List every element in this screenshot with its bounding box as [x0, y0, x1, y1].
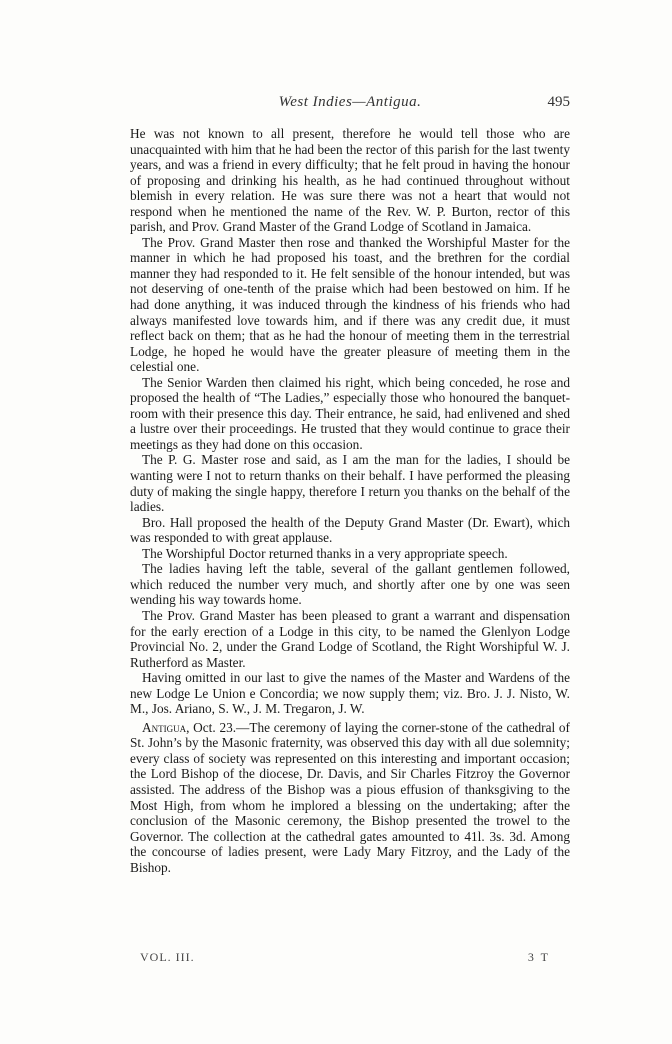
article-body — [130, 126, 570, 875]
paragraph: The Prov. Grand Master then rose and thanked the Worshipful Master for the manner in which he had proposed his toast, and the brethren for the cordial manner they had responded to it. He felt sensible of the honour intended, but was not deserving of one-tenth of the praise which had been bestowed on him. If he had done anything, it was induced through the kindness of his friends who had always manifested love towards him, and if there was any credit due, it must reflect back on them; that as he had the honour of meeting them in the terrestrial Lodge, he hoped he would have the greater pleasure of meeting them in the celestial one. — [130, 234, 570, 375]
antigua-paragraph — [130, 720, 570, 875]
antigua-text: , Oct. 23.—The ceremony of laying the corner-stone of the cathedral of St. John’s by the Masonic fraternity, was observed this day with all due solemnity; every class of society was represented on this interesting and important occasion; the Lord Bishop of the diocese, Dr. Davis, and Sir Charles Fitzroy the Governor assisted. The address of the Bishop was a pious effusion of thanksgiving to the Most High, from whom he implored a blessing on the undertaking; after the conclusion of the Masonic ceremony, the Bishop presented the trowel to the Governor. The collection at the cathedral gates amounted to 41l. 3s. 3d. Among the concourse of ladies present, were Lady Mary Fitzroy, and the Lady of the Bishop. — [130, 719, 570, 875]
running-title: West Indies—Antigua. — [278, 94, 422, 110]
paragraph: He was not known to all present, therefore he would tell those who are unacquainted with him that he had been the rector of this parish for the last twenty years, and was a friend in every difficulty; that he felt proud in having the honour of proposing and drinking his health, as he had continued throughout without blemish in every relation. He was sure there was not a heart that would not respond when he mentioned the name of the Rev. W. P. Burton, rector of this parish, and Prov. Grand Master of the Grand Lodge of Scotland in Jamaica. — [130, 126, 570, 235]
paragraph: The Worshipful Doctor returned thanks in a very appropriate speech. — [142, 545, 508, 561]
paragraph: The ladies having left the table, several of the gallant gentlemen followed, which reduced the number very much, and shortly after one by one was seen wending his way towards home. — [130, 561, 570, 608]
paragraph: The P. G. Master rose and said, as I am the man for the ladies, I should be wanting were I not to return thanks on their behalf. I have performed the pleasing duty of making the single happy, therefore I return you thanks on the behalf of the ladies. — [130, 452, 570, 515]
antigua-place: Antigua — [142, 719, 187, 735]
paragraph: Bro. Hall proposed the health of the Deputy Grand Master (Dr. Ewart), which was responded to with great applause. — [130, 514, 570, 546]
signature-mark: 3 T — [527, 950, 550, 964]
paragraph: The Prov. Grand Master has been pleased to grant a warrant and dispensation for the early erection of a Lodge in this city, to be named the Glenlyon Lodge Provincial No. 2, under the Grand Lodge of Scotland, the Right Worshipful W. J. Rutherford as Master. — [130, 607, 570, 670]
volume-mark: VOL. III. — [140, 950, 195, 964]
page-footer — [140, 950, 560, 968]
paragraph: Having omitted in our last to give the names of the Master and Wardens of the new Lodge Le Union e Concordia; we now supply them; viz. Bro. J. J. Nisto, W. M., Jos. Ariano, S. W., J. M. Tregaron, J. W. — [130, 670, 570, 717]
page-header — [130, 94, 570, 118]
paragraph: The Senior Warden then claimed his right, which being conceded, he rose and proposed the health of “The Ladies,” especially those who honoured the banquet-room with their presence this day. Their entrance, he said, had enlivened and shed a lustre over their proceedings. He trusted that they would continue to grace their meetings as they had done on this occasion. — [130, 374, 570, 452]
page-number: 495 — [547, 94, 570, 110]
